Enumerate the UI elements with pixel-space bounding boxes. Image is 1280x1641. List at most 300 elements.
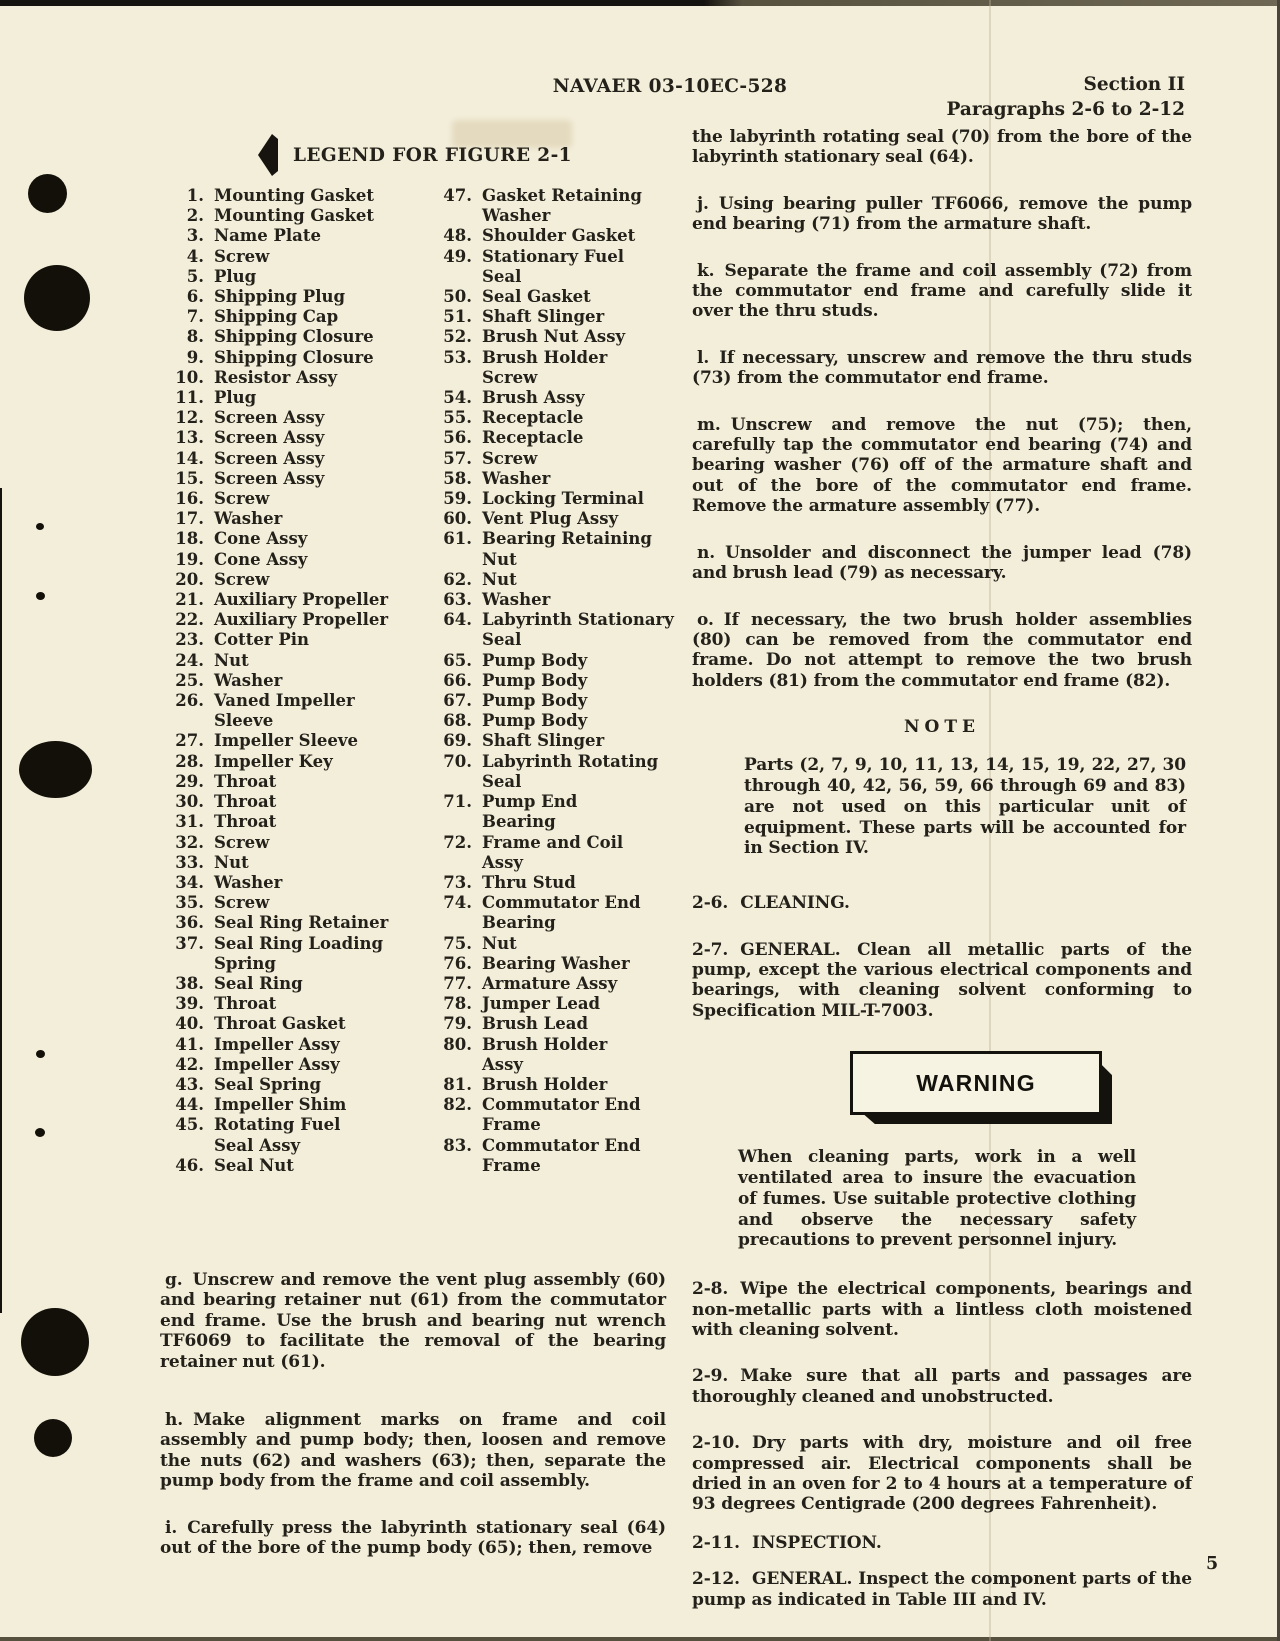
legend-item-row xyxy=(160,893,428,913)
legend-item-row xyxy=(160,368,428,388)
legend-item xyxy=(160,893,428,913)
ink-blot xyxy=(21,1308,89,1376)
legend-item-label: Gasket Retaining xyxy=(482,186,642,205)
legend-item xyxy=(428,247,668,287)
legend-item-row xyxy=(428,752,668,772)
warning-box xyxy=(850,1051,1102,1115)
legend-item-number: 81. xyxy=(443,1074,472,1094)
legend-item-label: Screw xyxy=(214,246,270,266)
legend-item-label: Throat xyxy=(214,792,277,812)
legend-item xyxy=(160,691,428,731)
legend-item xyxy=(428,792,668,832)
legend-item-label: Impeller Assy xyxy=(214,1054,340,1074)
legend-item-label: Nut xyxy=(214,852,249,872)
legend-item-row xyxy=(428,711,668,731)
legend-item-label-wrap: Assy xyxy=(482,1054,523,1074)
legend-item-row xyxy=(160,327,428,347)
legend-item xyxy=(428,994,668,1014)
step-letter: n. xyxy=(697,542,716,563)
numbered-section: 2-12. GENERAL. Inspect the component parts of the pump as indicated in Table III and IV. xyxy=(692,1569,1192,1610)
paragraph-step: m. Unscrew and remove the nut (75); then, carefully tap the commutator end bearing (74) and bearing washer (76) off of the armature shaft and out of the bore of the commutator end frame. Remove the armature assembly (77). xyxy=(692,414,1192,517)
legend-column-1 xyxy=(160,186,428,1176)
section-number: 2-6. xyxy=(692,893,729,914)
legend-item-label: Mounting Gasket xyxy=(214,186,375,205)
legend-item xyxy=(160,1115,428,1155)
legend-item-label: Brush Holder xyxy=(482,347,608,367)
legend-item-number: 4. xyxy=(186,246,204,266)
legend-item xyxy=(160,1014,428,1034)
legend-item-label: Screen Assy xyxy=(214,428,325,448)
note-heading: NOTE xyxy=(904,717,980,738)
legend-item-label: Cone Assy xyxy=(214,529,308,549)
legend-item-number: 7. xyxy=(186,307,204,327)
legend-item-label: Washer xyxy=(482,590,551,610)
legend-item-label: Commutator End xyxy=(482,1135,641,1155)
legend-item-row xyxy=(160,812,428,832)
section-number: 2-8. xyxy=(692,1279,729,1300)
legend-item-label: Throat xyxy=(214,771,277,791)
legend-item xyxy=(428,934,668,954)
legend-item-number: 50. xyxy=(443,287,472,307)
legend-item-row xyxy=(428,792,668,812)
legend-item-label: Pump Body xyxy=(482,670,588,690)
legend-item-row xyxy=(160,570,428,590)
legend-item-number: 83. xyxy=(443,1135,472,1155)
legend-item xyxy=(428,1075,668,1095)
legend-item-row xyxy=(160,934,428,954)
paragraph-range-label: Paragraphs 2-6 to 2-12 xyxy=(946,99,1185,120)
legend-item-label: Seal Ring xyxy=(214,973,303,993)
legend-item-number: 33. xyxy=(175,852,204,872)
legend-item-row xyxy=(428,954,668,974)
legend-item-row xyxy=(428,590,668,610)
legend-item-number: 5. xyxy=(186,266,204,286)
legend-item-row xyxy=(160,1055,428,1075)
legend-item-label: Stationary Fuel xyxy=(482,246,625,266)
legend-item-row xyxy=(428,873,668,893)
legend-item-label: Pump End xyxy=(482,792,578,812)
legend-item-number: 29. xyxy=(175,771,204,791)
legend-item-label: Commutator End xyxy=(482,1095,641,1115)
legend-item-number: 18. xyxy=(175,529,204,549)
legend-item-label: Impeller Key xyxy=(214,751,333,771)
legend-item-label: Receptacle xyxy=(482,408,584,428)
legend-item-label: Mounting Gasket xyxy=(214,206,375,226)
legend-item xyxy=(428,833,668,873)
legend-item xyxy=(428,449,668,469)
legend-item xyxy=(160,1095,428,1115)
section-label: Section II xyxy=(1083,74,1185,95)
legend-item-label: Armature Assy xyxy=(482,973,618,993)
legend-item-number: 19. xyxy=(175,549,204,569)
legend-item-number: 64. xyxy=(443,610,472,630)
legend-item-row xyxy=(160,348,428,368)
legend-item-label: Bearing Retaining xyxy=(482,529,652,549)
legend-item xyxy=(160,509,428,529)
legend-item-label: Throat xyxy=(214,994,277,1014)
legend-item-row xyxy=(160,509,428,529)
numbered-section: 2-6. CLEANING. xyxy=(692,893,850,914)
legend-item-row xyxy=(160,247,428,267)
paragraph-step: i. Carefully press the labyrinth stationary seal (64) out of the bore of the pump body (65); then, remove xyxy=(160,1517,666,1559)
numbered-section: 2-11. INSPECTION. xyxy=(692,1532,882,1553)
legend-item-row xyxy=(160,267,428,287)
legend-item-label: Brush Assy xyxy=(482,388,585,408)
legend-item-number: 69. xyxy=(443,731,472,751)
legend-item-label: Impeller Assy xyxy=(214,1034,340,1054)
legend-item-label: Seal Spring xyxy=(214,1074,322,1094)
step-letter: m. xyxy=(697,414,721,435)
legend-item-row xyxy=(160,226,428,246)
legend-item-number: 37. xyxy=(175,933,204,953)
legend-item xyxy=(428,307,668,327)
legend-item-label: Pump Body xyxy=(482,711,588,731)
legend-item-number: 52. xyxy=(443,327,472,347)
legend-item xyxy=(428,388,668,408)
legend-item xyxy=(160,428,428,448)
legend-item-row xyxy=(160,994,428,1014)
legend-item-label: Throat xyxy=(214,812,277,832)
legend-item-label: Commutator End xyxy=(482,893,641,913)
legend-item-label: Resistor Assy xyxy=(214,367,338,387)
legend-item-label: Labyrinth Rotating xyxy=(482,751,659,771)
section-number: 2-7. xyxy=(692,939,729,960)
legend-item xyxy=(160,348,428,368)
legend-item-row xyxy=(428,509,668,529)
legend-item-label: Brush Nut Assy xyxy=(482,327,626,347)
legend-item-row xyxy=(160,913,428,933)
legend-item-number: 31. xyxy=(175,812,204,832)
legend-item-label: Frame and Coil xyxy=(482,832,624,852)
legend-item xyxy=(428,509,668,529)
legend-item-label: Cotter Pin xyxy=(214,630,309,650)
legend-item-row xyxy=(428,651,668,671)
legend-item-row xyxy=(160,772,428,792)
step-letter: o. xyxy=(697,609,714,630)
legend-item-number: 54. xyxy=(443,388,472,408)
legend-item-number: 82. xyxy=(443,1095,472,1115)
legend-item-number: 36. xyxy=(175,913,204,933)
legend-item xyxy=(428,610,674,650)
legend-item xyxy=(160,671,428,691)
legend-item xyxy=(160,307,428,327)
legend-item-number: 45. xyxy=(175,1115,204,1135)
legend-item-label: Seal Gasket xyxy=(482,287,591,307)
legend-item-row xyxy=(428,327,668,347)
legend-item-label: Plug xyxy=(214,266,257,286)
legend-item-row xyxy=(160,792,428,812)
legend-item xyxy=(428,691,668,711)
legend-item-row xyxy=(428,1014,668,1034)
legend-item-label: Shipping Plug xyxy=(214,287,346,307)
paragraph-step: g. Unscrew and remove the vent plug assembly (60) and bearing retainer nut (61) from the commutator end frame. Use the brush and bearing nut wrench TF6069 to facilitate the removal of the bearing retainer nut (61). xyxy=(160,1270,666,1372)
legend-item-number: 62. xyxy=(443,569,472,589)
legend-item-row xyxy=(160,731,428,751)
legend-item-label-wrap: Screw xyxy=(482,367,538,387)
legend-item xyxy=(160,731,428,751)
legend-item-label: Impeller Sleeve xyxy=(214,731,358,751)
legend-item-label: Washer xyxy=(482,468,551,488)
legend-item xyxy=(160,247,428,267)
legend-item-row xyxy=(160,206,428,226)
legend-item xyxy=(160,550,428,570)
legend-item-number: 68. xyxy=(443,711,472,731)
legend-item-row xyxy=(160,853,428,873)
legend-item xyxy=(160,368,428,388)
legend-item-number: 12. xyxy=(175,408,204,428)
legend-item-row xyxy=(160,833,428,853)
legend-item-number: 75. xyxy=(443,933,472,953)
legend-title: LEGEND FOR FIGURE 2-1 xyxy=(293,144,572,166)
legend-item xyxy=(160,408,428,428)
legend-item-label: Screen Assy xyxy=(214,448,325,468)
legend-item xyxy=(428,651,668,671)
legend-item-number: 35. xyxy=(175,893,204,913)
ink-speck xyxy=(35,1128,45,1137)
step-letter: j. xyxy=(697,193,709,214)
legend-item-number: 65. xyxy=(443,650,472,670)
legend-item-label: Screen Assy xyxy=(214,468,325,488)
section-number: 2-10. xyxy=(692,1433,740,1454)
legend-item xyxy=(160,792,428,812)
legend-item-row xyxy=(160,428,428,448)
legend-item-label-wrap: Seal Assy xyxy=(214,1135,301,1155)
sections-before-warning xyxy=(692,893,1192,1021)
legend-item xyxy=(160,630,428,650)
legend-item-number: 55. xyxy=(443,408,472,428)
legend-item-label-wrap: Seal xyxy=(482,630,522,650)
legend-item xyxy=(160,287,428,307)
legend-item xyxy=(428,974,668,994)
ink-speck xyxy=(36,592,45,600)
legend-item-label: Throat Gasket xyxy=(214,1014,346,1034)
legend-item-row xyxy=(428,287,668,307)
legend-item-number: 8. xyxy=(186,327,204,347)
legend-item-label: Shipping Cap xyxy=(214,307,339,327)
warning-label: WARNING xyxy=(916,1069,1036,1096)
legend-item xyxy=(160,812,428,832)
legend-item-row xyxy=(160,630,428,650)
left-column-steps xyxy=(160,1270,666,1584)
legend-item-label: Screen Assy xyxy=(214,408,325,428)
legend-item xyxy=(428,590,668,610)
legend-item xyxy=(428,408,668,428)
legend-item xyxy=(160,1156,428,1176)
legend-item-row xyxy=(428,1095,668,1115)
step-letter: h. xyxy=(165,1410,184,1431)
legend-item xyxy=(160,489,428,509)
legend-item-label-wrap: Seal xyxy=(482,266,522,286)
warning-text: When cleaning parts, work in a well ventilated area to insure the evacuation of fumes. Use suitable protective clothing and observe the necessary safety precautions to prevent personnel injury. xyxy=(738,1147,1136,1251)
legend-item-label: Thru Stud xyxy=(482,872,576,892)
legend-item-row xyxy=(160,1156,428,1176)
legend-item-row xyxy=(428,489,668,509)
legend-item-row xyxy=(428,226,668,246)
legend-item-row xyxy=(428,994,668,1014)
scan-edge-left xyxy=(0,488,2,1313)
legend-item-number: 63. xyxy=(443,590,472,610)
legend-item-label-wrap: Bearing xyxy=(482,812,556,832)
legend-item-number: 44. xyxy=(175,1095,204,1115)
scan-edge-bottom xyxy=(0,1637,1280,1641)
right-column xyxy=(692,127,1192,1636)
legend-item xyxy=(160,853,428,873)
legend-item-row xyxy=(160,1035,428,1055)
legend-item-label: Jumper Lead xyxy=(482,994,601,1014)
legend-item xyxy=(428,893,668,933)
legend-item-row xyxy=(160,1115,428,1135)
legend-item-row xyxy=(428,974,668,994)
legend-item-row xyxy=(160,752,428,772)
legend-item xyxy=(428,469,668,489)
legend-item-label: Washer xyxy=(214,509,283,529)
legend-list xyxy=(160,186,674,1176)
legend-item-number: 61. xyxy=(443,529,472,549)
legend-item-number: 11. xyxy=(175,388,204,408)
legend-item-row xyxy=(160,651,428,671)
legend-item-number: 56. xyxy=(443,428,472,448)
legend-item-row xyxy=(160,974,428,994)
legend-item xyxy=(160,469,428,489)
legend-item-row xyxy=(160,610,428,630)
legend-item-number: 77. xyxy=(443,973,472,993)
section-number: 2-12. xyxy=(692,1569,740,1590)
legend-item xyxy=(428,529,668,569)
paragraph-step: n. Unsolder and disconnect the jumper lead (78) and brush lead (79) as necessary. xyxy=(692,542,1192,584)
step-letter: i. xyxy=(165,1517,178,1538)
legend-item-number: 15. xyxy=(175,468,204,488)
legend-item-number: 71. xyxy=(443,792,472,812)
paragraph-step: h. Make alignment marks on frame and coil assembly and pump body; then, loosen and remove the nuts (62) and washers (63); then, separate the pump body from the frame and coil assembly. xyxy=(160,1410,666,1492)
legend-item xyxy=(428,287,668,307)
right-steps xyxy=(692,194,1192,691)
legend-item-label: Shaft Slinger xyxy=(482,731,605,751)
legend-item-number: 3. xyxy=(186,226,204,246)
legend-item-label-wrap: Seal xyxy=(482,771,522,791)
legend-item xyxy=(160,186,428,206)
ink-blot xyxy=(19,741,92,798)
legend-item-row xyxy=(428,893,668,913)
legend-item-number: 67. xyxy=(443,691,472,711)
legend-item-number: 10. xyxy=(175,367,204,387)
legend-item xyxy=(428,954,668,974)
ink-speck xyxy=(36,1050,45,1058)
legend-item-row xyxy=(160,590,428,610)
legend-item xyxy=(160,388,428,408)
legend-item-number: 48. xyxy=(443,226,472,246)
legend-item-row xyxy=(428,247,668,267)
legend-item-number: 53. xyxy=(443,347,472,367)
legend-item-label: Name Plate xyxy=(214,226,321,246)
legend-item-number: 38. xyxy=(175,973,204,993)
legend-item-row xyxy=(160,1075,428,1095)
legend-item-label: Auxiliary Propeller xyxy=(214,610,389,630)
legend-item-label: Pump Body xyxy=(482,691,588,711)
legend-item-number: 70. xyxy=(443,751,472,771)
legend-item-number: 30. xyxy=(175,792,204,812)
legend-item-label-wrap: Assy xyxy=(482,852,523,872)
step-letter: k. xyxy=(697,260,715,281)
legend-item-label: Impeller Shim xyxy=(214,1095,347,1115)
legend-item xyxy=(428,1095,668,1135)
legend-item xyxy=(160,570,428,590)
legend-item-row xyxy=(428,691,668,711)
left-arrow-pointer-icon xyxy=(258,134,278,176)
legend-item xyxy=(428,327,668,347)
legend-item xyxy=(160,934,428,974)
legend-item-row xyxy=(428,934,668,954)
legend-item-number: 43. xyxy=(175,1074,204,1094)
section-number: 2-11. xyxy=(692,1532,740,1553)
legend-item-number: 78. xyxy=(443,994,472,1014)
legend-item-number: 76. xyxy=(443,953,472,973)
legend-item-number: 34. xyxy=(175,872,204,892)
legend-item-row xyxy=(428,469,668,489)
legend-item-label: Screw xyxy=(214,489,270,509)
legend-item xyxy=(428,226,668,246)
legend-item-label: Washer xyxy=(214,670,283,690)
legend-item-label: Pump Body xyxy=(482,650,588,670)
legend-item xyxy=(160,974,428,994)
legend-item-number: 47. xyxy=(443,186,472,205)
legend-item-label: Labyrinth Stationary xyxy=(482,610,674,630)
legend-item-label: Seal Ring Loading xyxy=(214,933,384,953)
legend-item-number: 51. xyxy=(443,307,472,327)
legend-item-label-wrap: Frame xyxy=(482,1155,541,1175)
legend-item-row xyxy=(428,529,668,549)
legend-item-row xyxy=(160,1095,428,1115)
legend-item xyxy=(160,610,428,630)
legend-item-number: 1. xyxy=(186,186,204,205)
legend-item-label-wrap: Washer xyxy=(482,206,551,226)
legend-item xyxy=(428,873,668,893)
legend-item-label: Bearing Washer xyxy=(482,953,630,973)
legend-item xyxy=(160,449,428,469)
legend-item-label: Screw xyxy=(214,569,270,589)
legend-item-number: 17. xyxy=(175,509,204,529)
paragraph-step: l. If necessary, unscrew and remove the thru studs (73) from the commutator end frame. xyxy=(692,347,1192,389)
legend-item-label: Locking Terminal xyxy=(482,489,644,509)
legend-item-row xyxy=(160,671,428,691)
legend-item xyxy=(160,226,428,246)
step-letter: g. xyxy=(165,1270,183,1290)
legend-item-row xyxy=(428,186,668,206)
ink-blot xyxy=(24,265,90,331)
legend-item-label: Shoulder Gasket xyxy=(482,226,636,246)
legend-item xyxy=(160,1075,428,1095)
document-number: NAVAER 03-10EC-528 xyxy=(552,76,788,97)
legend-item-row xyxy=(160,287,428,307)
legend-item-row xyxy=(428,307,668,327)
legend-item xyxy=(160,1035,428,1055)
legend-item xyxy=(160,772,428,792)
legend-item xyxy=(428,731,668,751)
legend-item-label: Vent Plug Assy xyxy=(482,509,619,529)
legend-item-row xyxy=(160,691,428,711)
legend-item-label: Screw xyxy=(214,832,270,852)
legend-item-label: Seal Nut xyxy=(214,1155,294,1175)
legend-item-number: 40. xyxy=(175,1014,204,1034)
legend-item-number: 39. xyxy=(175,994,204,1014)
legend-item-row xyxy=(428,610,674,630)
legend-item-number: 74. xyxy=(443,893,472,913)
legend-item-label: Brush Holder xyxy=(482,1074,608,1094)
legend-item-label: Rotating Fuel xyxy=(214,1115,341,1135)
legend-item-label: Nut xyxy=(482,569,517,589)
legend-item-label: Shipping Closure xyxy=(214,347,374,367)
legend-item-row xyxy=(160,489,428,509)
legend-item-label: Brush Holder xyxy=(482,1034,608,1054)
